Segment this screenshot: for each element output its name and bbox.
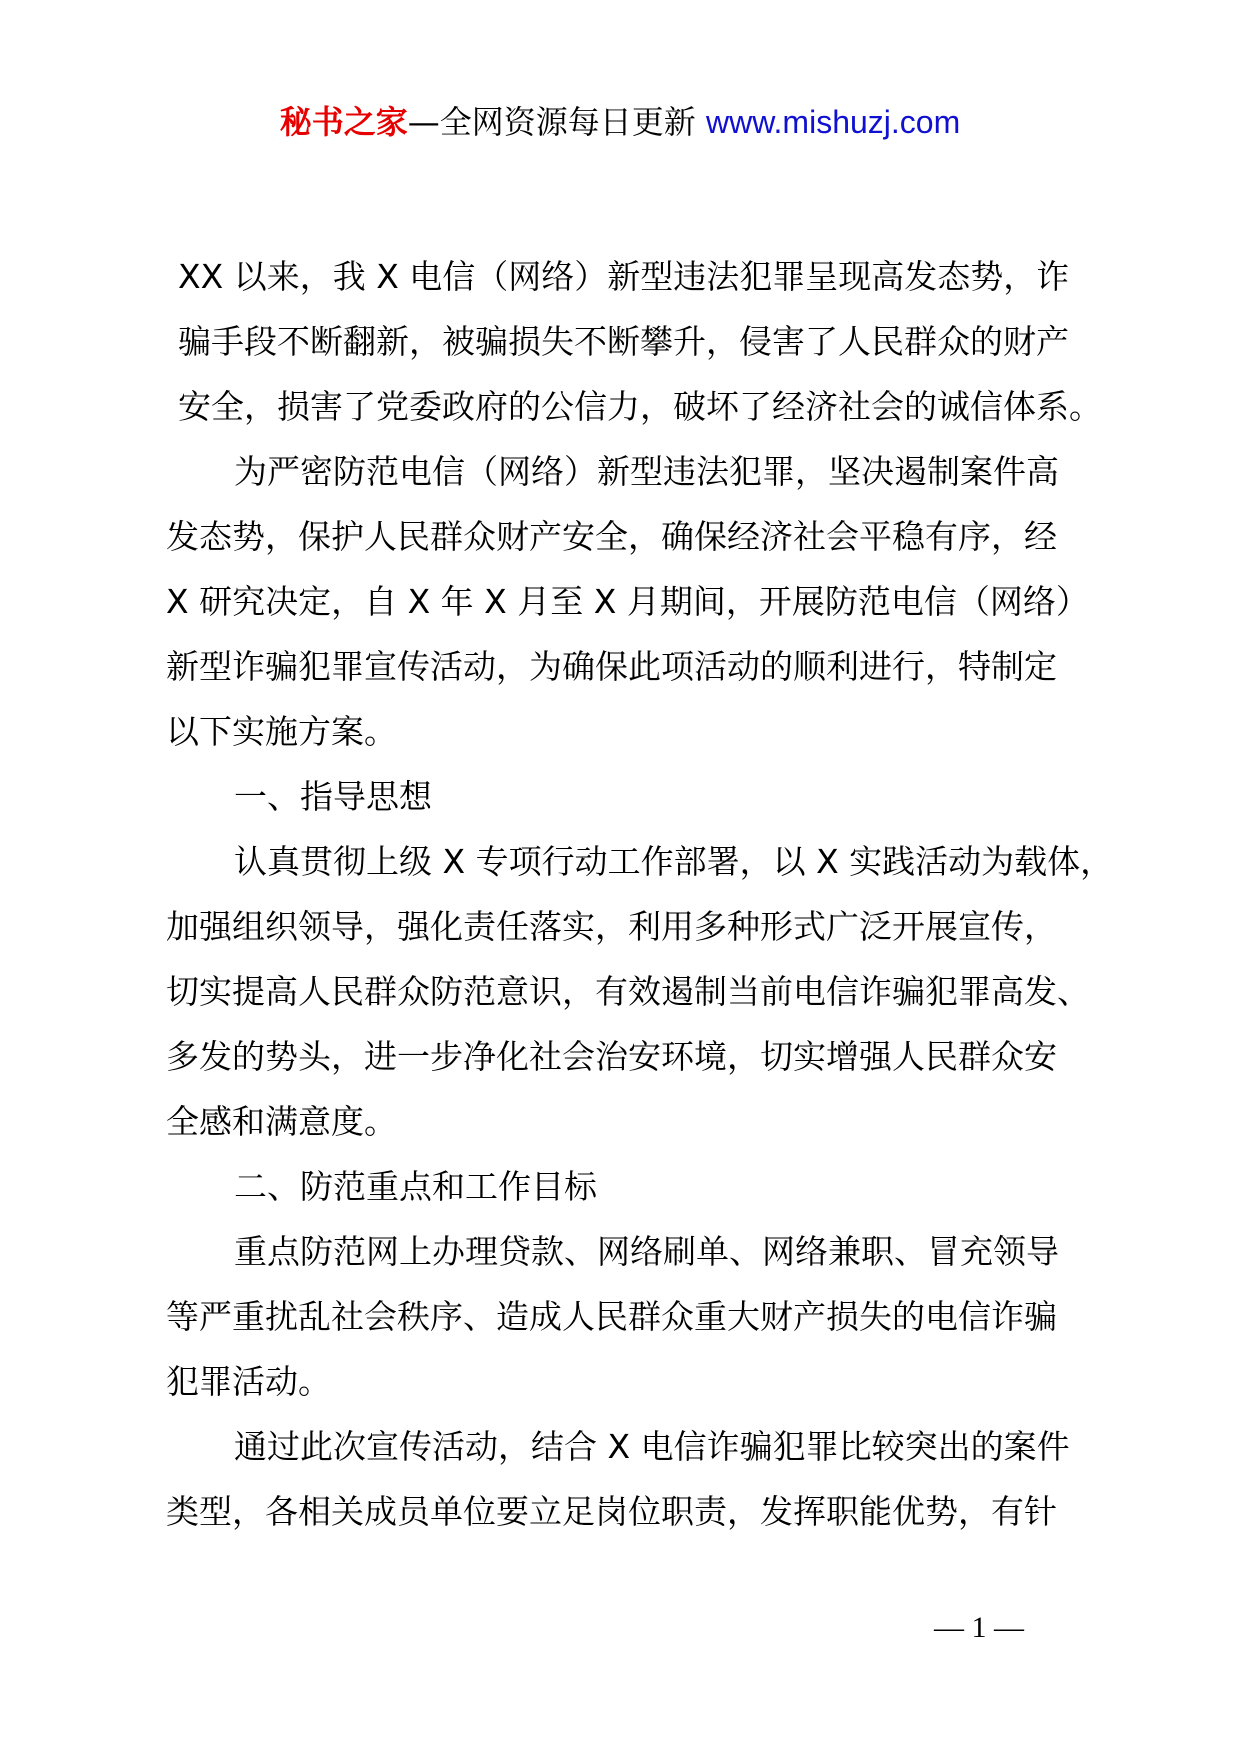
text-line: XX 以来，我 X 电信（网络）新型违法犯罪呈现高发态势，诈	[178, 257, 1070, 296]
site-header	[0, 100, 1240, 144]
text-line: 新型诈骗犯罪宣传活动，为确保此项活动的顺利进行，特制定	[166, 647, 1057, 686]
text-line: 认真贯彻上级 X 专项行动工作部署，以 X 实践活动为载体，	[234, 842, 1114, 881]
text-line: 以下实施方案。	[166, 712, 397, 751]
page-number: — 1 —	[934, 1611, 1024, 1644]
text-line: 骗手段不断翻新，被骗损失不断攀升，侵害了人民群众的财产	[178, 322, 1069, 361]
text-line: 加强组织领导，强化责任落实，利用多种形式广泛开展宣传，	[166, 907, 1057, 946]
guiding-ideology-paragraph	[166, 829, 1114, 1154]
text-line: X 研究决定，自 X 年 X 月至 X 月期间，开展防范电信（网络）	[166, 582, 1089, 621]
section-heading-focus-and-goals: 二、防范重点和工作目标	[234, 1167, 597, 1206]
brand-name: 秘书之家	[279, 103, 408, 141]
text-line: 全感和满意度。	[166, 1102, 397, 1141]
text-line: 安全，损害了党委政府的公信力，破坏了经济社会的诚信体系。	[178, 387, 1102, 426]
text-line: 切实提高人民群众防范意识，有效遏制当前电信诈骗犯罪高发、	[166, 972, 1090, 1011]
intro-paragraph	[166, 244, 1102, 439]
text-line: 等严重扰乱社会秩序、造成人民群众重大财产损失的电信诈骗	[166, 1297, 1057, 1336]
text-line: 犯罪活动。	[166, 1362, 331, 1401]
section-heading-guiding-ideology: 一、指导思想	[234, 777, 432, 816]
text-line: 多发的势头，进一步净化社会治安环境，切实增强人民群众安	[166, 1037, 1057, 1076]
goals-paragraph	[166, 1414, 1096, 1544]
text-line: 重点防范网上办理贷款、网络刷单、网络兼职、冒充领导	[234, 1232, 1059, 1271]
text-line: 通过此次宣传活动，结合 X 电信诈骗犯罪比较突出的案件	[234, 1427, 1070, 1466]
site-url-link[interactable]: www.mishuzj.com	[705, 104, 961, 140]
text-line: 类型，各相关成员单位要立足岗位职责，发挥职能优势，有针	[166, 1492, 1057, 1531]
header-tagline: —全网资源每日更新	[407, 103, 696, 141]
focus-paragraph	[166, 1219, 1096, 1414]
document-body	[166, 244, 1114, 1544]
text-line: 为严密防范电信（网络）新型违法犯罪，坚决遏制案件高	[234, 452, 1059, 491]
purpose-paragraph	[166, 439, 1096, 764]
text-line: 发态势，保护人民群众财产安全，确保经济社会平稳有序，经	[166, 517, 1057, 556]
